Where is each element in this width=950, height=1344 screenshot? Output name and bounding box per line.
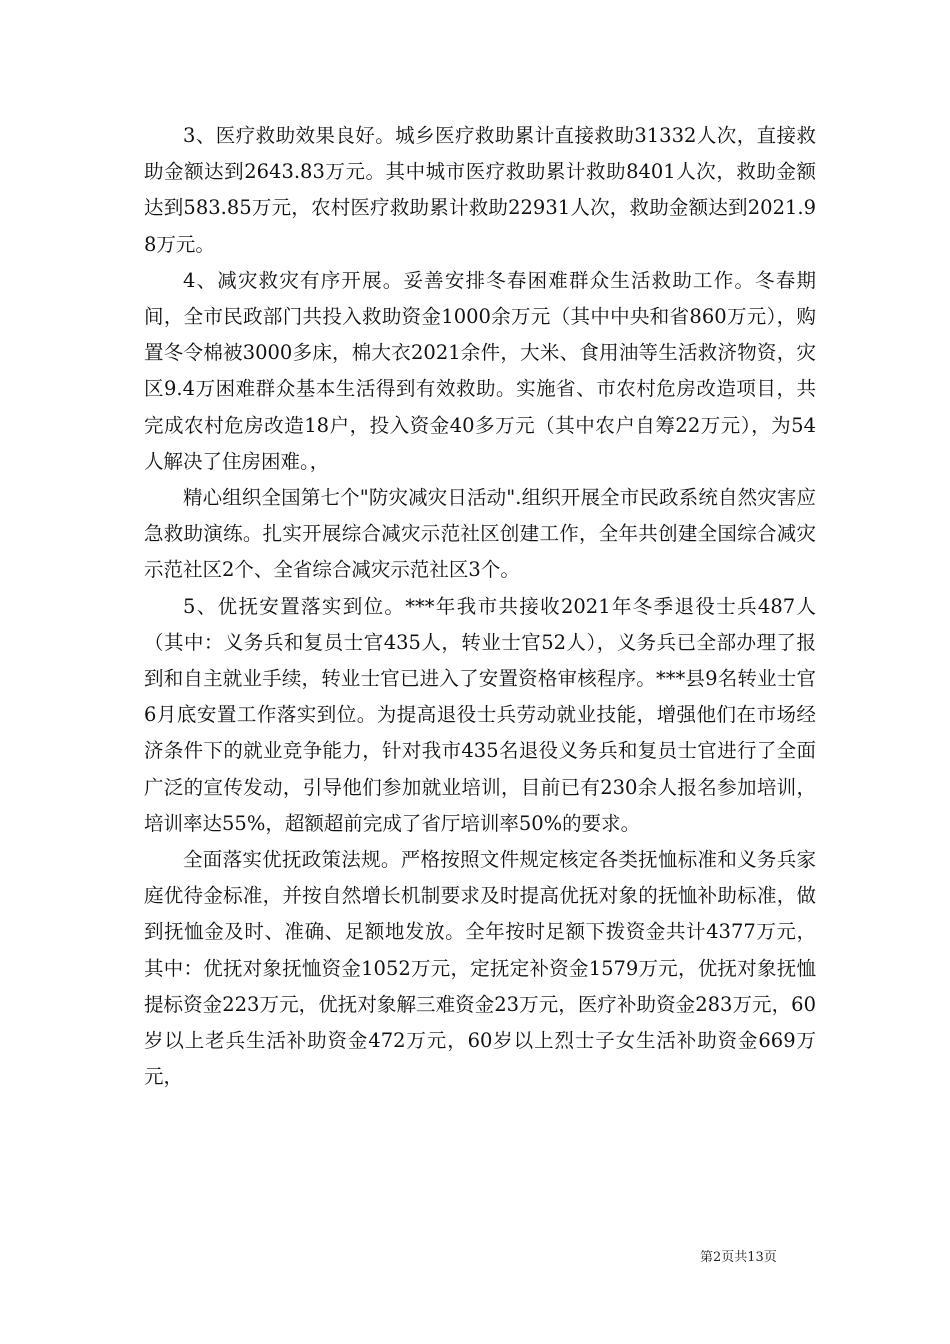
paragraph-disaster-prevention-day: 精心组织全国第七个"防灾减灾日活动".组织开展全市民政系统自然灾害应急救助演练。扎实开展综合减灾示范社区创建工作，全年共创建全国综合减灾示范社区2个、全省综合减灾示范社区3个。: [144, 486, 816, 582]
paragraph-disaster-relief: 4、减灾救灾有序开展。妥善安排冬春困难群众生活救助工作。冬春期间，全市民政部门共投入救助资金1000余万元（其中中央和省860万元），购置冬令棉被3000多床，棉大衣2021余件，大米、食用油等生活救济物资，灾区9.4万困难群众基本生活得到有效救助。实施省、市农村危房改造项目，共完成农村危房改造18户，投入资金40多万元（其中农户自筹22万元），为54人解决了住房困难。，: [144, 268, 816, 473]
paragraph-pension-policy: 全面落实优抚政策法规。严格按照文件规定核定各类抚恤标准和义务兵家庭优待金标准，并按自然增长机制要求及时提高优抚对象的抚恤补助标准，做到抚恤金及时、准确、足额地发放。全年按时足额下拨资金共计4377万元，其中：优抚对象抚恤资金1052万元，定抚定补资金1579万元，优抚对象抚恤提标资金223万元，优抚对象解三难资金23万元，医疗补助资金283万元，60岁以上老兵生活补助资金472万元，60岁以上烈士子女生活补助资金669万元，: [144, 848, 816, 1089]
paragraph-medical-aid: 3、医疗救助效果良好。城乡医疗救助累计直接救助31332人次，直接救助金额达到2643.83万元。其中城市医疗救助累计救助8401人次，救助金额达到583.85万元，农村医疗救助累计救助22931人次，救助金额达到2021.98万元。: [144, 124, 816, 256]
page-number-footer: 第2页共13页: [700, 1250, 777, 1265]
paragraph-veteran-placement: 5、优抚安置落实到位。***年我市共接收2021年冬季退役士兵487人（其中：义务兵和复员士官435人，转业士官52人），义务兵已全部办理了报到和自主就业手续，转业士官已进入了安置资格审核程序。***县9名转业士官6月底安置工作落实到位。为提高退役士兵劳动就业技能，增强他们在市场经济条件下的就业竞争能力，针对我市435名退役义务兵和复员士官进行了全面广泛的宣传发动，引导他们参加就业培训，目前已有230余人报名参加培训，培训率达55%，超额超前完成了省厅培训率50%的要求。: [144, 594, 816, 835]
document-body: [144, 118, 816, 1095]
